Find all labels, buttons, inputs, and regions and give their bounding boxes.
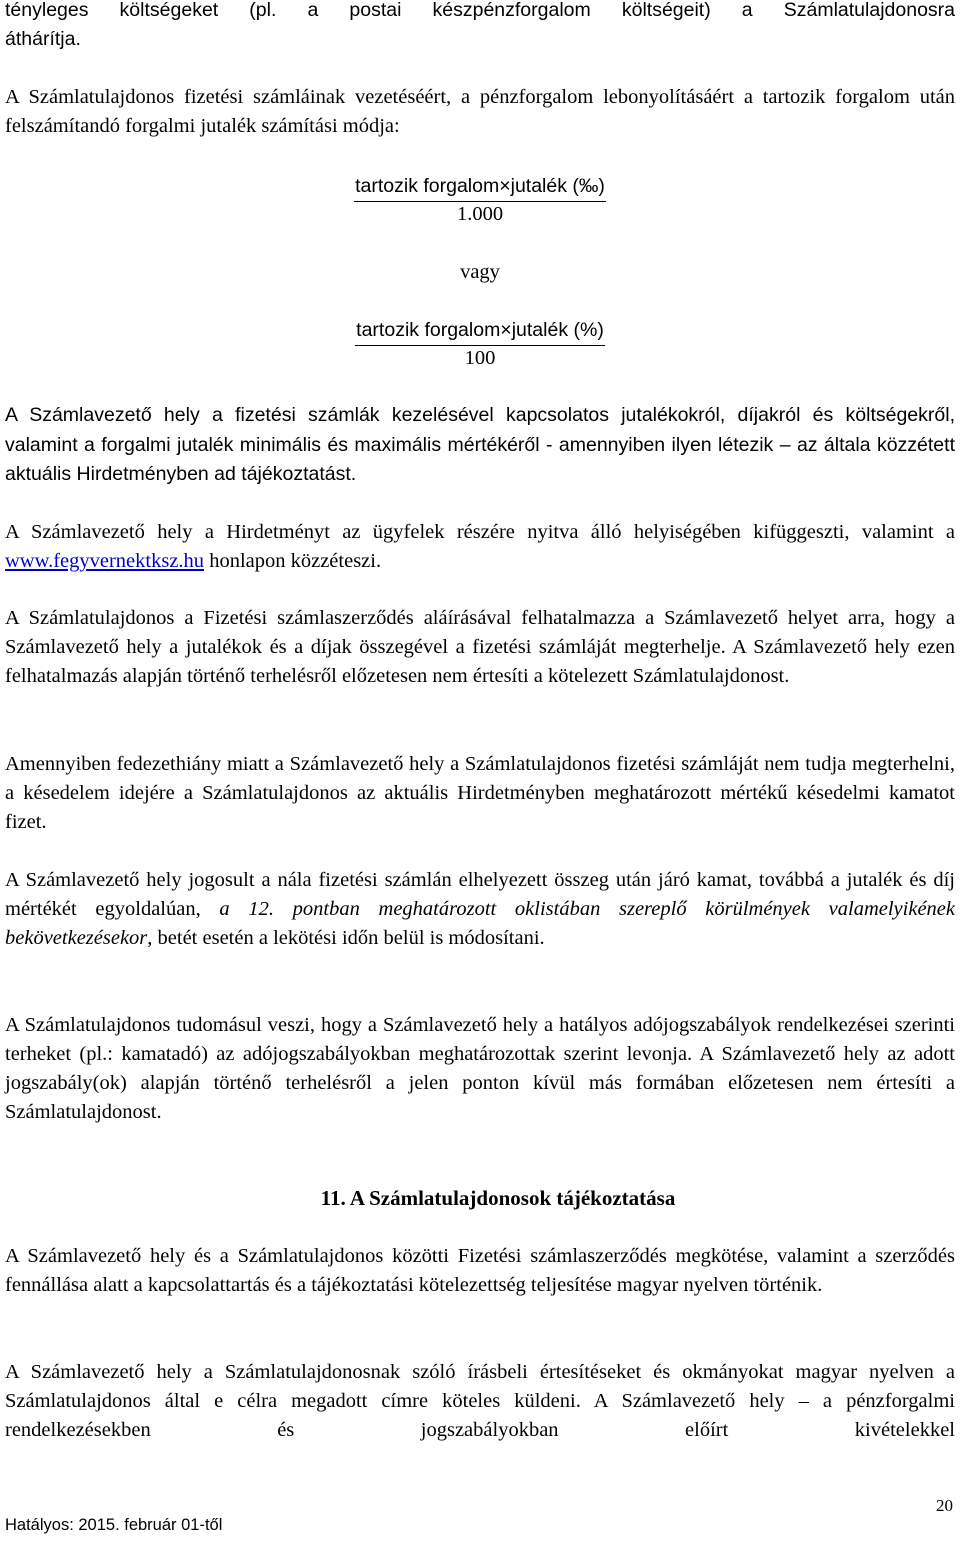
website-link[interactable]: www.fegyvernektksz.hu xyxy=(5,550,205,572)
formula-percent-numerator: tartozik forgalom×jutalék (%) xyxy=(355,316,605,346)
paragraph-rate-change xyxy=(5,866,955,953)
footer-effective-date: Hatályos: 2015. február 01-től xyxy=(5,1516,223,1534)
paragraph-commission-calc: A Számlatulajdonos fizetési számláinak vezetéséért, a pénzforgalom lebonyolításáért a tartozik forgalom után felszámítandó forgalmi jutalék számítási módja: xyxy=(5,86,955,137)
paragraph-notifications: A Számlavezető hely a Számlatulajdonosnak szóló írásbeli értesítéseket és okmányokat magyar nyelven a Számlatulajdonos által e célra megadott címre köteles küldeni. A Számlavezető hely – a pénzforgalmi rendelkezésekben és jogszabályokban előírt kivételekkel xyxy=(5,1361,955,1441)
section-heading: 11. A Számlatulajdonosok tájékoztatása xyxy=(320,1186,676,1210)
paragraph-tax: A Számlatulajdonos tudomásul veszi, hogy a Számlavezető hely a hatályos adójogszabályok rendelkezései szerinti terheket (pl.: kamatadó) az adójogszabályokban meghatározottak szerint levonja. A Számlavezető hely az adott jogszabály(ok) alapján történő terhelésről a jelen ponton kívül más formában előzetesen nem értesíti a Számlatulajdonost. xyxy=(5,1014,955,1123)
paragraph-rate-change-italic: a 12. pontban meghatározott oklistában szereplő körülmények valamelyikének bekövetkezésekor xyxy=(5,898,955,949)
paragraph-intro-line1: tényleges költségeket (pl. a postai készpénzforgalom költségeit) a Számlatulajdonosra xyxy=(5,0,955,21)
paragraph-language: A Számlavezető hely és a Számlatulajdonos közötti Fizetési számlaszerződés megkötése, valamint a szerződés fennállása alatt a kapcsolattartás és a tájékoztatási kötelezettség teljesítése magyar nyelven történik. xyxy=(5,1245,955,1296)
formula-permille xyxy=(0,172,960,202)
formula-permille-numerator: tartozik forgalom×jutalék (‰) xyxy=(354,172,606,202)
paragraph-intro xyxy=(5,0,955,54)
paragraph-rate-change-text: A Számlavezető hely jogosult a nála fizetési számlán elhelyezett összeg után járó kamat, továbbá a jutalék és díj mértékét egyoldalúan, xyxy=(5,869,955,920)
paragraph-authorization: A Számlatulajdonos a Fizetési számlaszerződés aláírásával felhatalmazza a Számlavezető helyet arra, hogy a Számlavezető hely a jutalékok és a díjak összegével a fizetési számláját megterhelje. A Számlavezető hely ezen felhatalmazás alapján történő terhelésről előzetesen nem értesíti a kötelezett Számlatulajdonost. xyxy=(5,607,955,687)
paragraph-fees-info: A Számlavezető hely a fizetési számlák kezelésével kapcsolatos jutalékokról, díjakról és költségekről, valamint a forgalmi jutalék minimális és maximális mértékéről - amennyiben ilyen létezik – az általa közzétett aktuális Hirdetményben ad tájékoztatást. xyxy=(5,404,955,485)
formula-percent-denominator: 100 xyxy=(464,347,496,369)
formula-or: vagy xyxy=(460,261,500,283)
page-number: 20 xyxy=(936,1496,953,1515)
paragraph-announcement xyxy=(5,518,955,576)
paragraph-announcement-text: A Számlavezető hely a Hirdetményt az ügyfelek részére nyitva álló helyiségében kifüggeszti, valamint a xyxy=(5,521,955,543)
paragraph-announcement-tail: honlapon közzéteszi. xyxy=(204,550,382,572)
formula-permille-denominator: 1.000 xyxy=(456,203,504,225)
formula-percent xyxy=(0,316,960,346)
paragraph-intro-line2: áthárítja. xyxy=(5,28,81,50)
paragraph-insufficient-funds: Amennyiben fedezethiány miatt a Számlavezető hely a Számlatulajdonos fizetési számláját nem tudja megterhelni, a késedelem idejére a Számlatulajdonos az aktuális Hirdetményben meghatározott mértékű késedelmi kamatot fizet. xyxy=(5,753,955,833)
paragraph-rate-change-tail: , betét esetén a lekötési időn belül is módosítani. xyxy=(147,927,545,949)
